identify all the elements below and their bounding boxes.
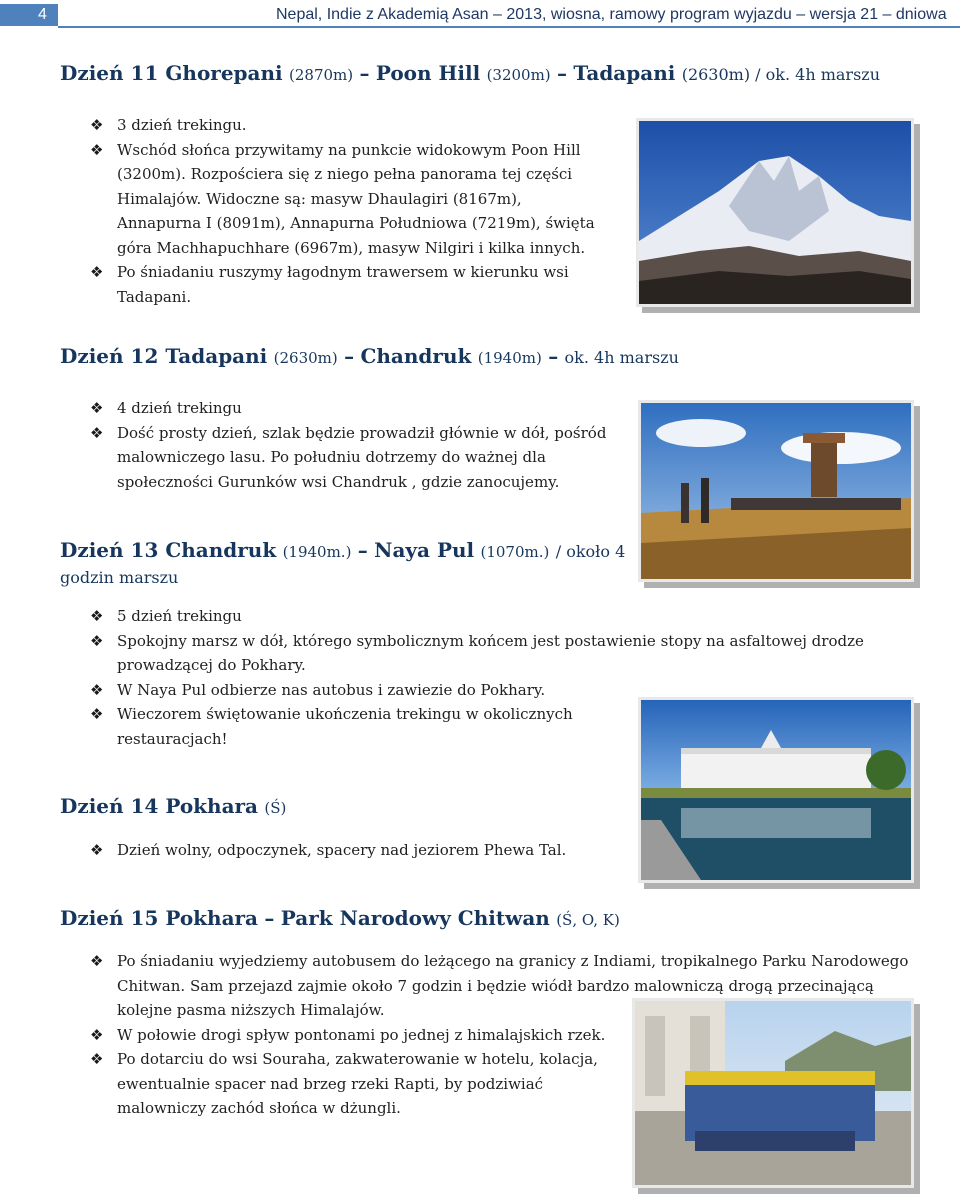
day-14-list [88,838,628,863]
day-12-title [60,343,679,371]
day-11-dash2: – [557,61,568,85]
list-item: ❖ Po śniadaniu ruszymy łagodnym trawersem w kierunku wsi Tadapani. [88,260,608,309]
diamond-bullet-icon: ❖ [90,705,104,723]
day-13-place-b: Naya Pul [374,538,475,562]
diamond-bullet-icon: ❖ [90,399,104,417]
day-13-title-cont [60,563,178,591]
rafting-group-photo [632,998,914,1188]
list-item: ❖ 5 dzień trekingu [88,604,888,629]
day-11-elev-b: (3200m) [486,66,551,84]
diamond-bullet-icon: ❖ [90,952,104,970]
day-13-name: Dzień 13 Chandruk [60,538,277,562]
list-item: ❖ W Naya Pul odbierze nas autobus i zawiezie do Pokhary. [88,678,888,703]
list-item: ❖ Wieczorem świętowanie ukończenia trekingu w okolicznych restauracjach! [88,702,617,751]
temple-pond-photo [638,697,914,883]
day-15-meals: (Ś, O, K) [556,911,620,929]
day-13-elev-a: (1940m.) [282,543,352,561]
list-item: ❖ Spokojny marsz w dół, którego symbolicznym końcem jest postawienie stopy na asfaltowej drodze prowadzącej do Pokhary. [88,629,888,678]
day-13-elev-b: (1070m.) [480,543,550,561]
list-item: ❖ Po dotarciu do wsi Souraha, zakwaterowanie w hotelu, kolacja, ewentualnie spacer nad brzeg rzeki Rapti, by podziwiać malowniczy zachód słońca w dżungli. [88,1047,617,1121]
diamond-bullet-icon: ❖ [90,841,104,859]
day-12-name: Dzień 12 Tadapani [60,344,268,368]
diamond-bullet-icon: ❖ [90,1025,104,1044]
day-15-title [60,905,620,933]
diamond-bullet-icon: ❖ [90,1050,104,1068]
day-13-duration: / około 4 [555,542,626,561]
list-item: ❖ Dość prosty dzień, szlak będzie prowadził głównie w dół, pośród malowniczego lasu. Po południu dotrzemy do ważnej dla społeczności Gurunków wsi Chandruk , gdzie zanocujemy. [88,421,616,495]
day-11-duration: (2630m) / ok. 4h marszu [681,65,881,84]
list-item: ❖ Po śniadaniu wyjedziemy autobusem do leżącego na granicy z Indiami, tropikalnego Parku Narodowego Chitwan. Sam przejazd zajmie około 7 godzin i będzie wiódł bardzo malowniczą drogą przecinającą kolejne pasma niższych Himalajów. [88,949,918,1023]
list-item: ❖ 4 dzień trekingu [88,396,616,421]
day-12-dash2: – [548,344,559,368]
day-11-elev-a: (2870m) [289,66,354,84]
day-15-name: Dzień 15 Pokhara [60,906,259,930]
list-item: ❖ Wschód słońca przywitamy na punkcie widokowym Poon Hill (3200m). Rozpościera się z niego pełna panorama tej części Himalajów. Widoczne są: masyw Dhaulagiri (8167m), Annapurna I (8091m), Annapurna Południowa (7219m), święta góra Machhapuchhare (6967m), masyw Nilgiri i kilka innych. [88,138,608,261]
day-11-place-c: Tadapani [573,61,676,85]
day-15-dash1: – [264,906,275,930]
day-12-elev-a: (2630m) [273,349,338,367]
diamond-bullet-icon: ❖ [90,140,104,159]
day-12-elev-b: (1940m) [477,349,542,367]
day-11-place-b: Poon Hill [375,61,481,85]
day-14-title [60,793,286,821]
dhaulagiri-photo [636,118,914,307]
day-12-duration: ok. 4h marszu [564,348,679,367]
day-14-name: Dzień 14 Pokhara [60,794,259,818]
page-number: 4 [0,4,58,26]
list-item: ❖ 3 dzień trekingu. [88,113,608,138]
day-15-place-b: Park Narodowy Chitwan [280,906,550,930]
page-header [0,0,960,30]
day-11-title [60,60,880,88]
day-12-dash1: – [344,344,355,368]
list-item: ❖ W połowie drogi spływ pontonami po jednej z himalajskich rzek. [88,1023,617,1048]
diamond-bullet-icon: ❖ [90,631,104,650]
day-12-place-b: Chandruk [360,344,472,368]
day-11-list [88,113,608,309]
diamond-bullet-icon: ❖ [90,423,104,442]
day-11-name: Dzień 11 Ghorepani [60,61,283,85]
day-12-list [88,396,616,494]
day-13-dash1: – [357,538,368,562]
day-13-duration-cont: godzin marszu [60,568,179,587]
diamond-bullet-icon: ❖ [90,116,104,134]
day-11-dash1: – [359,61,370,85]
header-title: Nepal, Indie z Akademią Asan – 2013, wiosna, ramowy program wyjazdu – wersja 21 – dniowa [276,6,947,23]
list-item: ❖ Dzień wolny, odpoczynek, spacery nad jeziorem Phewa Tal. [88,838,628,863]
poon-hill-tower-photo [638,400,914,582]
diamond-bullet-icon: ❖ [90,607,104,625]
header-rule [58,26,960,28]
day-14-meals: (Ś) [264,799,287,817]
diamond-bullet-icon: ❖ [90,680,104,699]
diamond-bullet-icon: ❖ [90,263,104,281]
day-13-title [60,537,625,565]
